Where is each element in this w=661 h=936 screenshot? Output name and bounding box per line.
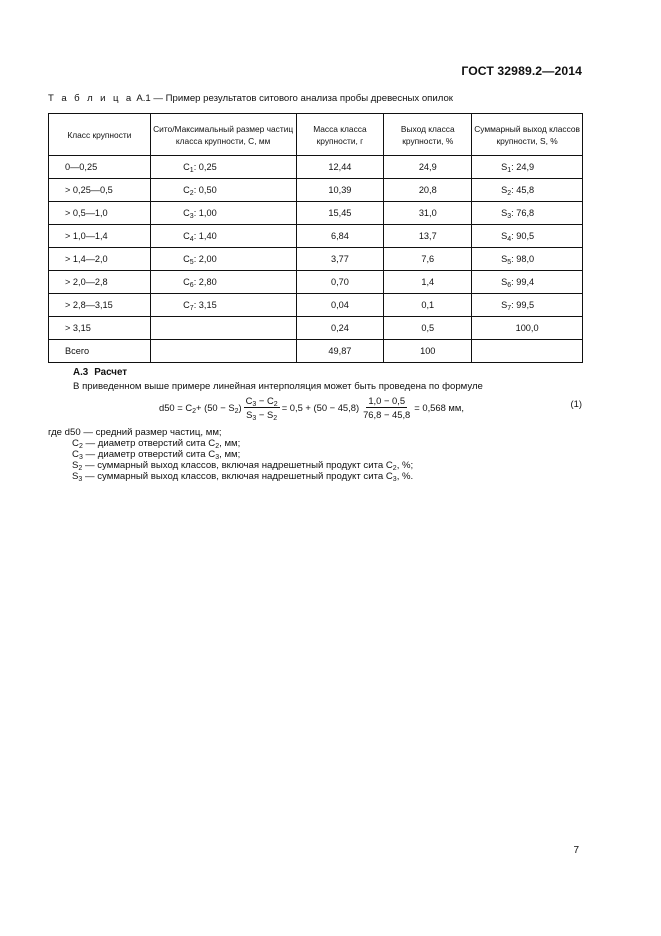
sieve-analysis-table: [48, 113, 583, 363]
cell-cumulative: $S_7$: 99,5: [472, 294, 583, 317]
fraction-numerator: $C_3 - C_2$: [245, 394, 278, 408]
page-number: 7: [573, 845, 579, 856]
cell-yield: 0,5: [384, 317, 472, 340]
definition-line: $C_3$ — диаметр отверстий сита $C_3$, мм;: [72, 449, 241, 461]
cell-yield: 31,0: [384, 202, 472, 225]
table-caption-text: А.1 — Пример результатов ситового анализа пробы древесных опилок: [133, 93, 453, 104]
cell-size-class: > 0,25—0,5: [49, 179, 151, 202]
fraction-denominator: $S_3 - S_2$: [246, 408, 278, 422]
section-paragraph: В приведенном выше примере линейная интерполяция может быть проведена по формуле: [73, 381, 483, 392]
formula-lhs: $d50 = C_2$: [159, 401, 197, 415]
cell-cumulative: $S_2$: 45,8: [472, 179, 583, 202]
table-caption-prefix: Т а б л и ц а: [48, 93, 134, 104]
definition-line: $S_3$ — суммарный выход классов, включая надрешетный продукт сита $C_3$, %.: [72, 471, 414, 483]
table-row: [49, 340, 583, 363]
table-row: [49, 271, 583, 294]
symbol-definitions: [48, 427, 413, 482]
cell-yield: 24,9: [384, 156, 472, 179]
cell-size-class: > 3,15: [49, 317, 151, 340]
cell-cumulative: 100,0: [472, 317, 583, 340]
formula-result: = 0,568 мм,: [414, 401, 464, 413]
definition-intro: где d50 — средний размер частиц, мм;: [48, 427, 222, 438]
cell-size-class: Всего: [49, 340, 151, 363]
formula-substitution: = 0,5 + (50 − 45,8): [281, 401, 360, 413]
cell-yield: 13,7: [384, 225, 472, 248]
definition-line: $S_2$ — суммарный выход классов, включая надрешетный продукт сита $C_2$, %;: [72, 460, 414, 472]
interpolation-formula: [159, 393, 464, 421]
cell-mass: 0,24: [296, 317, 384, 340]
cell-mass: 15,45: [296, 202, 384, 225]
formula-term: + $(50 - S_2)$: [196, 401, 242, 415]
cell-mass: 6,84: [296, 225, 384, 248]
cell-size-class: 0—0,25: [49, 156, 151, 179]
cell-mass: 3,77: [296, 248, 384, 271]
fraction-denominator: 76,8 − 45,8: [363, 408, 411, 420]
header-cumulative: Суммарный выход классов крупности, S, %: [472, 114, 583, 156]
cell-size-class: > 1,4—2,0: [49, 248, 151, 271]
cell-cumulative: [472, 340, 583, 363]
table-row: [49, 225, 583, 248]
definition-line: $C_2$ — диаметр отверстий сита $C_2$, мм;: [72, 438, 241, 450]
cell-yield: 0,1: [384, 294, 472, 317]
document-id: ГОСТ 32989.2—2014: [461, 64, 582, 78]
header-sieve: Сито/Максимальный размер частиц класса крупности, C, мм: [150, 114, 296, 156]
cell-cumulative: $S_4$: 90,5: [472, 225, 583, 248]
cell-sieve: $C_6$: 2,80: [150, 271, 296, 294]
cell-cumulative: $S_6$: 99,4: [472, 271, 583, 294]
cell-yield: 7,6: [384, 248, 472, 271]
cell-mass: 12,44: [296, 156, 384, 179]
table-row: [49, 294, 583, 317]
table-caption: [48, 93, 453, 104]
cell-mass: 10,39: [296, 179, 384, 202]
cell-yield: 1,4: [384, 271, 472, 294]
cell-mass: 0,04: [296, 294, 384, 317]
cell-sieve: $C_7$: 3,15: [150, 294, 296, 317]
cell-sieve: $C_3$: 1,00: [150, 202, 296, 225]
table-row: [49, 317, 583, 340]
table-row: [49, 248, 583, 271]
cell-mass: 0,70: [296, 271, 384, 294]
cell-sieve: $C_2$: 0,50: [150, 179, 296, 202]
cell-cumulative: $S_1$: 24,9: [472, 156, 583, 179]
cell-sieve: $C_5$: 2,00: [150, 248, 296, 271]
section-number: А.3: [73, 367, 89, 378]
cell-sieve: [150, 317, 296, 340]
equation-number: (1): [570, 398, 582, 409]
header-yield: Выход класса крупности, %: [384, 114, 472, 156]
cell-size-class: > 0,5—1,0: [49, 202, 151, 225]
cell-cumulative: $S_3$: 76,8: [472, 202, 583, 225]
table-row: [49, 156, 583, 179]
table-row: [49, 202, 583, 225]
cell-cumulative: $S_5$: 98,0: [472, 248, 583, 271]
formula-fraction-symbolic: [244, 395, 280, 420]
section-heading: [73, 367, 133, 378]
formula-fraction-numeric: [361, 395, 412, 420]
section-title: Расчет: [94, 367, 128, 378]
cell-size-class: > 2,0—2,8: [49, 271, 151, 294]
header-mass: Масса класса крупности, г: [296, 114, 384, 156]
cell-size-class: > 2,8—3,15: [49, 294, 151, 317]
cell-sieve: $C_1$: 0,25: [150, 156, 296, 179]
fraction-numerator: 1,0 − 0,5: [368, 394, 406, 406]
table-header-row: [49, 114, 583, 156]
cell-mass: 49,87: [296, 340, 384, 363]
header-size-class: Класс крупности: [49, 114, 151, 156]
table-row: [49, 179, 583, 202]
cell-sieve: $C_4$: 1,40: [150, 225, 296, 248]
cell-sieve: [150, 340, 296, 363]
cell-size-class: > 1,0—1,4: [49, 225, 151, 248]
cell-yield: 20,8: [384, 179, 472, 202]
cell-yield: 100: [384, 340, 472, 363]
